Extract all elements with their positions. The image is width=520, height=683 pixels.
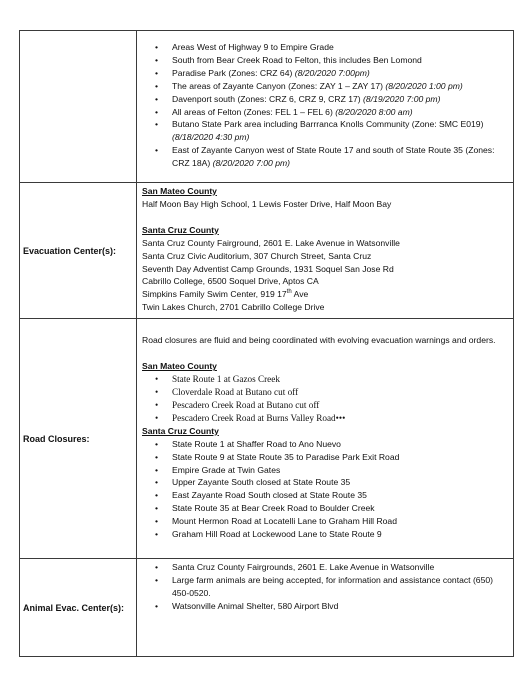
list-item: • Paradise Park (Zones: CRZ 64) (8/20/2020 7:00pm) bbox=[142, 67, 508, 80]
county-heading-san-mateo: San Mateo County bbox=[142, 186, 217, 196]
animal-centers-row bbox=[20, 559, 514, 657]
san-mateo-closures-list bbox=[142, 373, 508, 425]
animal-centers-label: Animal Evac. Center(s): bbox=[20, 559, 137, 657]
list-item: • Empire Grade at Twin Gates bbox=[142, 464, 508, 477]
center-line: Cabrillo College, 6500 Soquel Drive, Aptos CA bbox=[142, 276, 319, 287]
road-closures-content bbox=[137, 319, 514, 559]
list-item: • Davenport south (Zones: CRZ 6, CRZ 9, CRZ 17) (8/19/2020 7:00 pm) bbox=[142, 93, 508, 106]
animal-centers-list bbox=[142, 561, 508, 613]
santa-cruz-closures-list bbox=[142, 438, 508, 541]
evac-orders-row bbox=[20, 31, 514, 183]
center-line: Twin Lakes Church, 2701 Cabrillo College Drive bbox=[142, 302, 325, 313]
list-item: • Watsonville Animal Shelter, 580 Airport Blvd bbox=[142, 600, 508, 613]
road-closures-row bbox=[20, 319, 514, 559]
center-line: Half Moon Bay High School, 1 Lewis Foster Drive, Half Moon Bay bbox=[142, 198, 392, 209]
county-heading-santa-cruz: Santa Cruz County bbox=[142, 224, 219, 235]
road-closures-label: Road Closures: bbox=[20, 319, 137, 559]
list-item: • East of Zayante Canyon west of State Route 17 and south of State Route 35 (Zones: CRZ 18A) (8/20/2020 7:00 pm) bbox=[142, 144, 508, 170]
list-item: • South from Bear Creek Road to Felton, this includes Ben Lomond bbox=[142, 54, 508, 67]
county-heading-santa-cruz: Santa Cruz County bbox=[142, 425, 219, 436]
animal-centers-content bbox=[137, 559, 514, 657]
list-item: • The areas of Zayante Canyon (Zones: ZAY 1 – ZAY 17) (8/20/2020 1:00 pm) bbox=[142, 80, 508, 93]
list-item: • Butano State Park area including Barrranca Knolls Community (Zone: SMC E019) (8/18/2020 4:30 pm) bbox=[142, 118, 508, 144]
list-item: • State Route 1 at Gazos Creek bbox=[142, 373, 508, 386]
list-item: • Large farm animals are being accepted, for information and assistance contact (650) 450-0520. bbox=[142, 574, 508, 600]
list-item: • East Zayante Road South closed at State Route 35 bbox=[142, 489, 508, 502]
list-item: • All areas of Felton (Zones: FEL 1 – FEL 6) (8/20/2020 8:00 am) bbox=[142, 106, 508, 119]
evac-centers-content bbox=[137, 183, 514, 319]
info-table bbox=[19, 30, 514, 657]
center-line: Santa Cruz County Fairground, 2601 E. Lake Avenue in Watsonville bbox=[142, 237, 400, 248]
center-line-simpkins: Simpkins Family Swim Center, 919 17th Ave bbox=[142, 289, 309, 300]
list-item: • Areas West of Highway 9 to Empire Grade bbox=[142, 41, 508, 54]
list-item: • Cloverdale Road at Butano cut off bbox=[142, 386, 508, 399]
list-item: • State Route 9 at State Route 35 to Paradise Park Exit Road bbox=[142, 451, 508, 464]
list-item: • State Route 35 at Bear Creek Road to Boulder Creek bbox=[142, 502, 508, 515]
list-item: • Mount Hermon Road at Locatelli Lane to Graham Hill Road bbox=[142, 515, 508, 528]
list-item: • Upper Zayante South closed at State Route 35 bbox=[142, 476, 508, 489]
evac-orders-label-cell bbox=[20, 31, 137, 183]
center-line: Santa Cruz Civic Auditorium, 307 Church Street, Santa Cruz bbox=[142, 250, 372, 261]
evac-orders-content bbox=[137, 31, 514, 183]
list-item: • State Route 1 at Shaffer Road to Ano Nuevo bbox=[142, 438, 508, 451]
evac-orders-list bbox=[142, 41, 508, 170]
county-heading-san-mateo: San Mateo County bbox=[142, 361, 217, 372]
list-item: • Graham Hill Road at Lockewood Lane to State Route 9 bbox=[142, 528, 508, 541]
center-line: Seventh Day Adventist Camp Grounds, 1931 Soquel San Jose Rd bbox=[142, 263, 394, 274]
list-item: • Pescadero Creek Road at Burns Valley Road••• bbox=[142, 412, 508, 425]
evac-centers-row bbox=[20, 183, 514, 319]
evac-centers-label: Evacuation Center(s): bbox=[20, 183, 137, 319]
list-item: • Santa Cruz County Fairgrounds, 2601 E. Lake Avenue in Watsonville bbox=[142, 561, 508, 574]
list-item: • Pescadero Creek Road at Butano cut off bbox=[142, 399, 508, 412]
road-closures-intro: Road closures are fluid and being coordinated with evolving evacuation warnings and orders. bbox=[142, 335, 496, 346]
